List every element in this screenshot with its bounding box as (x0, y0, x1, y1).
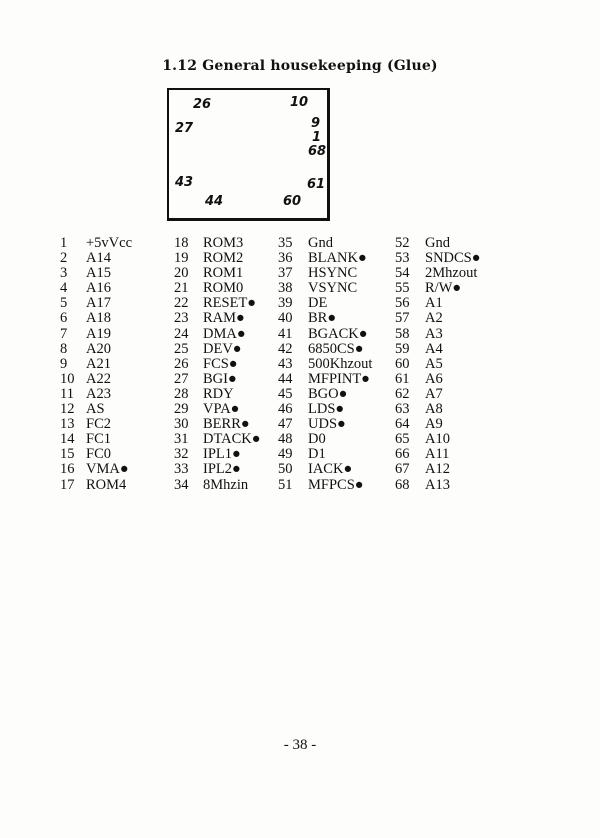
pin-number: 6 (60, 310, 68, 327)
pin-number: 17 (60, 476, 75, 493)
pin-signal: ROM3 (203, 235, 244, 251)
pin-number: 21 (174, 280, 189, 297)
pin-signal: A16 (86, 280, 111, 297)
chip-pin-label: 9 (311, 116, 321, 131)
pin-signal: MFPCS● (308, 476, 364, 493)
pin-number: 45 (278, 385, 293, 402)
pin-signal: A2 (425, 310, 443, 327)
pin-number: 22 (174, 295, 189, 312)
pin-signal: A10 (425, 431, 450, 448)
pin-number: 27 (174, 370, 189, 387)
pin-signal: D1 (308, 446, 326, 463)
pin-signal: A1 (425, 295, 443, 312)
pin-number: 41 (278, 325, 293, 342)
pin-signal: BGO● (308, 385, 348, 402)
pin-number: 60 (395, 355, 410, 372)
pin-number: 52 (395, 235, 410, 251)
pin-signal: A4 (425, 340, 443, 357)
pin-number: 47 (278, 416, 293, 433)
pin-number: 10 (60, 370, 75, 387)
pin-signal: VSYNC (308, 280, 358, 297)
pin-signal: Gnd (425, 235, 450, 251)
chip-pin-label: 26 (193, 97, 212, 112)
pin-number: 20 (174, 265, 189, 282)
pin-number: 55 (395, 280, 410, 297)
pin-number: 43 (278, 355, 293, 372)
pin-signal: DE (308, 295, 328, 312)
pin-number: 2 (60, 250, 68, 267)
pin-signal: A20 (86, 340, 111, 357)
pin-signal: FC2 (86, 416, 111, 433)
pin-signal: DEV● (203, 340, 242, 357)
pin-signal: DMA● (203, 325, 246, 342)
pin-number: 35 (278, 235, 293, 251)
pin-number: 50 (278, 461, 293, 478)
pin-signal: BR● (308, 310, 337, 327)
chip-pin-label: 44 (205, 194, 224, 209)
pin-number: 67 (395, 461, 410, 478)
chip-outline (167, 88, 330, 221)
pin-number: 31 (174, 431, 189, 448)
pin-number: 66 (395, 446, 410, 463)
pin-number: 11 (60, 385, 74, 402)
pin-signal: Gnd (308, 235, 333, 251)
pin-number: 36 (278, 250, 293, 267)
pin-number: 68 (395, 476, 410, 493)
pin-signal: MFPINT● (308, 370, 370, 387)
chip-pin-label: 68 (308, 144, 327, 159)
pin-number: 5 (60, 295, 68, 312)
pin-signal: ROM0 (203, 280, 244, 297)
pin-signal: A5 (425, 355, 443, 372)
pin-signal: AS (86, 401, 105, 418)
pin-signal: RAM● (203, 310, 245, 327)
chip-pin-label: 60 (283, 194, 302, 209)
pin-number: 57 (395, 310, 410, 327)
pin-number: 49 (278, 446, 293, 463)
pin-number: 64 (395, 416, 410, 433)
pin-number: 40 (278, 310, 293, 327)
pin-signal: FC0 (86, 446, 111, 463)
pin-signal: VMA● (86, 461, 129, 478)
pin-number: 34 (174, 476, 189, 493)
pin-number: 53 (395, 250, 410, 267)
pin-number: 46 (278, 401, 293, 418)
pin-signal: 500Khzout (308, 355, 373, 372)
pin-signal: D0 (308, 431, 326, 448)
chip-pin-label: 43 (175, 175, 194, 190)
pin-signal: 6850CS● (308, 340, 364, 357)
pin-signal: ROM1 (203, 265, 244, 282)
pin-signal: A17 (86, 295, 111, 312)
chip-pin-label: 61 (307, 177, 326, 192)
pin-number: 8 (60, 340, 68, 357)
pin-signal: HSYNC (308, 265, 358, 282)
pin-signal: 2Mhzout (425, 265, 478, 282)
pin-signal: A14 (86, 250, 111, 267)
pin-number: 63 (395, 401, 410, 418)
pin-number: 4 (60, 280, 68, 297)
pin-number: 26 (174, 355, 189, 372)
pin-signal: A19 (86, 325, 111, 342)
pin-signal: DTACK● (203, 431, 261, 448)
pin-signal: A18 (86, 310, 111, 327)
pin-number: 59 (395, 340, 410, 357)
pin-signal: ROM4 (86, 476, 127, 493)
pin-number: 13 (60, 416, 75, 433)
pin-signal: SNDCS● (425, 250, 481, 267)
pin-signal: UDS● (308, 416, 346, 433)
pin-number: 65 (395, 431, 410, 448)
pin-signal: A3 (425, 325, 443, 342)
pin-signal: RDY (203, 385, 234, 402)
pin-number: 62 (395, 385, 410, 402)
pin-signal: A21 (86, 355, 111, 372)
pin-number: 56 (395, 295, 410, 312)
pin-signal: BGI● (203, 370, 237, 387)
pin-signal: IACK● (308, 461, 353, 478)
pin-number: 38 (278, 280, 293, 297)
pin-number: 37 (278, 265, 293, 282)
pin-number: 7 (60, 325, 68, 342)
pin-signal: A7 (425, 385, 443, 402)
pin-number: 24 (174, 325, 189, 342)
pin-signal: A8 (425, 401, 443, 418)
pin-signal: IPL2● (203, 461, 241, 478)
pin-signal: LDS● (308, 401, 345, 418)
pin-signal: 8Mhzin (203, 476, 249, 493)
pin-signal: A23 (86, 385, 111, 402)
pin-number: 29 (174, 401, 189, 418)
pin-number: 18 (174, 235, 189, 251)
pin-number: 61 (395, 370, 410, 387)
pin-signal: VPA● (203, 401, 240, 418)
pin-signal: R/W● (425, 280, 462, 297)
chip-pin-label: 1 (312, 130, 322, 145)
pin-number: 32 (174, 446, 189, 463)
pin-number: 12 (60, 401, 75, 418)
pin-signal: FCS● (203, 355, 238, 372)
pin-number: 15 (60, 446, 75, 463)
pin-signal: A12 (425, 461, 450, 478)
pin-number: 51 (278, 476, 293, 493)
pin-number: 42 (278, 340, 293, 357)
pin-signal: RESET● (203, 295, 257, 312)
pin-signal: A22 (86, 370, 111, 387)
pin-number: 23 (174, 310, 189, 327)
pin-signal: +5vVcc (86, 235, 133, 251)
pin-number: 19 (174, 250, 189, 267)
pin-signal: BERR● (203, 416, 250, 433)
pin-number: 3 (60, 265, 68, 282)
pin-signal: ROM2 (203, 250, 244, 267)
pin-signal: BLANK● (308, 250, 367, 267)
pin-number: 25 (174, 340, 189, 357)
pin-number: 16 (60, 461, 75, 478)
pin-number: 9 (60, 355, 68, 372)
pin-number: 30 (174, 416, 189, 433)
pin-signal: A11 (425, 446, 450, 463)
pin-signal: A9 (425, 416, 443, 433)
pin-number: 28 (174, 385, 189, 402)
pin-number: 44 (278, 370, 293, 387)
pin-signal: IPL1● (203, 446, 241, 463)
pin-signal: BGACK● (308, 325, 368, 342)
pin-number: 14 (60, 431, 75, 448)
pin-signal: A6 (425, 370, 443, 387)
pin-number: 1 (60, 235, 68, 251)
pin-number: 48 (278, 431, 293, 448)
pin-number: 54 (395, 265, 410, 282)
section-title: 1.12 General housekeeping (Glue) (162, 58, 438, 74)
page-number: - 38 - (283, 737, 317, 753)
pin-signal: FC1 (86, 431, 111, 448)
pin-number: 33 (174, 461, 189, 478)
chip-pin-label: 27 (175, 121, 194, 136)
pin-number: 39 (278, 295, 293, 312)
pin-signal: A13 (425, 476, 450, 493)
chip-pin-label: 10 (290, 95, 309, 110)
pin-number: 58 (395, 325, 410, 342)
pin-signal: A15 (86, 265, 111, 282)
